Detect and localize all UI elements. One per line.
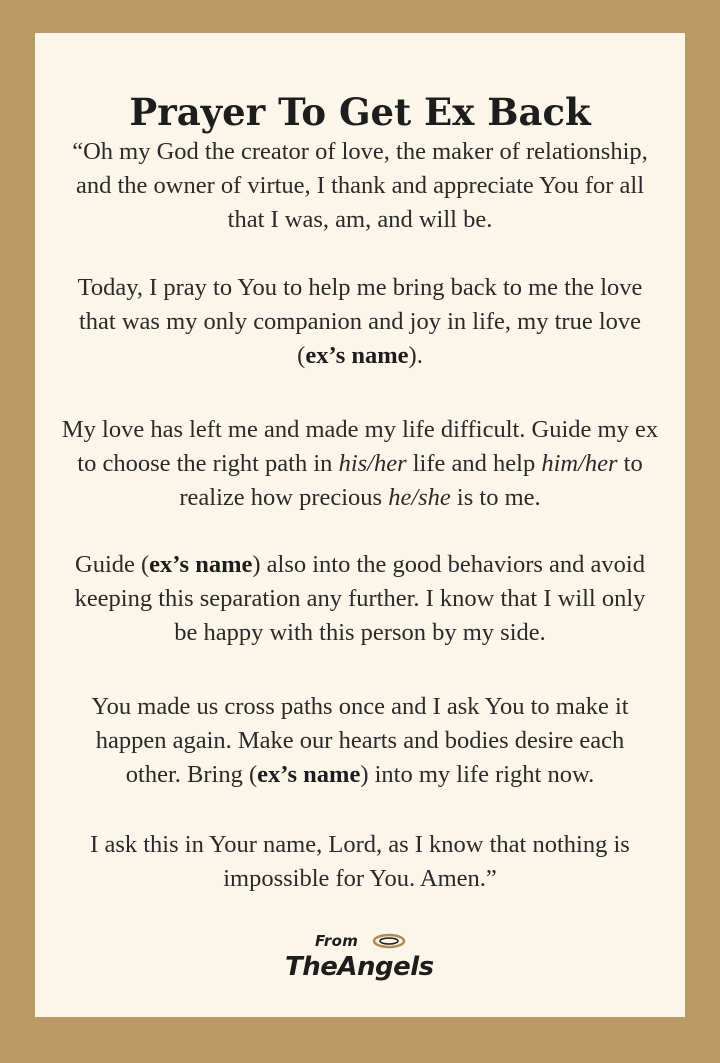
paragraph-line: Today, I pray to You to help me bring back to me the love [77,274,643,301]
paragraph-line: be happy with this person by my side. [174,619,546,646]
ex-name-placeholder: ex’s name [257,761,361,788]
paragraph-text: Guide ( [75,551,150,578]
paragraph-line: “Oh my God the creator of love, the maker of relationship, [72,138,648,165]
paragraph-line: You made us cross paths once and I ask You to make it [91,693,629,720]
pronoun-italic: he/she [388,484,451,511]
paragraph-line: happen again. Make our hearts and bodies desire each [95,727,625,754]
paragraph-line: I ask this in Your name, Lord, as I know that nothing is [90,831,630,858]
paragraph-line: keeping this separation any further. I know that I will only [74,585,646,612]
paragraph-text: ( [297,342,306,369]
paragraph-line: that was my only companion and joy in life, my true love [78,308,642,335]
paragraph-line: My love has left me and made my life difficult. Guide my ex [61,416,659,443]
page-title: Prayer To Get Ex Back [129,90,591,134]
paragraph-line: and the owner of virtue, I thank and appreciate You for all [75,172,645,199]
prayer-paragraph-4 [47,548,673,650]
logo-from-text: From [315,932,359,950]
paragraph-text: to [617,450,643,477]
prayer-paragraph-2 [47,271,673,373]
prayer-card [35,33,685,1017]
prayer-paragraph-5 [47,690,673,792]
halo-icon [371,930,407,952]
paragraph-text: is to me. [450,484,541,511]
pronoun-italic: him/her [541,450,618,477]
paragraph-text: other. Bring ( [125,761,258,788]
ex-name-placeholder: ex’s name [149,551,253,578]
paragraph-text: realize how precious [179,484,389,511]
prayer-paragraph-6 [47,828,673,896]
paragraph-text: ) into my life right now. [360,761,595,788]
prayer-paragraph-3 [47,413,673,515]
from-the-angels-logo [285,928,435,988]
prayer-paragraph-1 [47,135,673,237]
paragraph-text: ). [408,342,423,369]
ex-name-placeholder: ex’s name [305,342,409,369]
paragraph-text: to choose the right path in [77,450,339,477]
paragraph-line: impossible for You. Amen.” [223,865,497,892]
pronoun-italic: his/her [338,450,407,477]
paragraph-text: ) also into the good behaviors and avoid [252,551,645,578]
paragraph-line: that I was, am, and will be. [227,206,493,233]
logo-name-text: TheAngels [285,952,434,982]
paragraph-text: life and help [406,450,542,477]
